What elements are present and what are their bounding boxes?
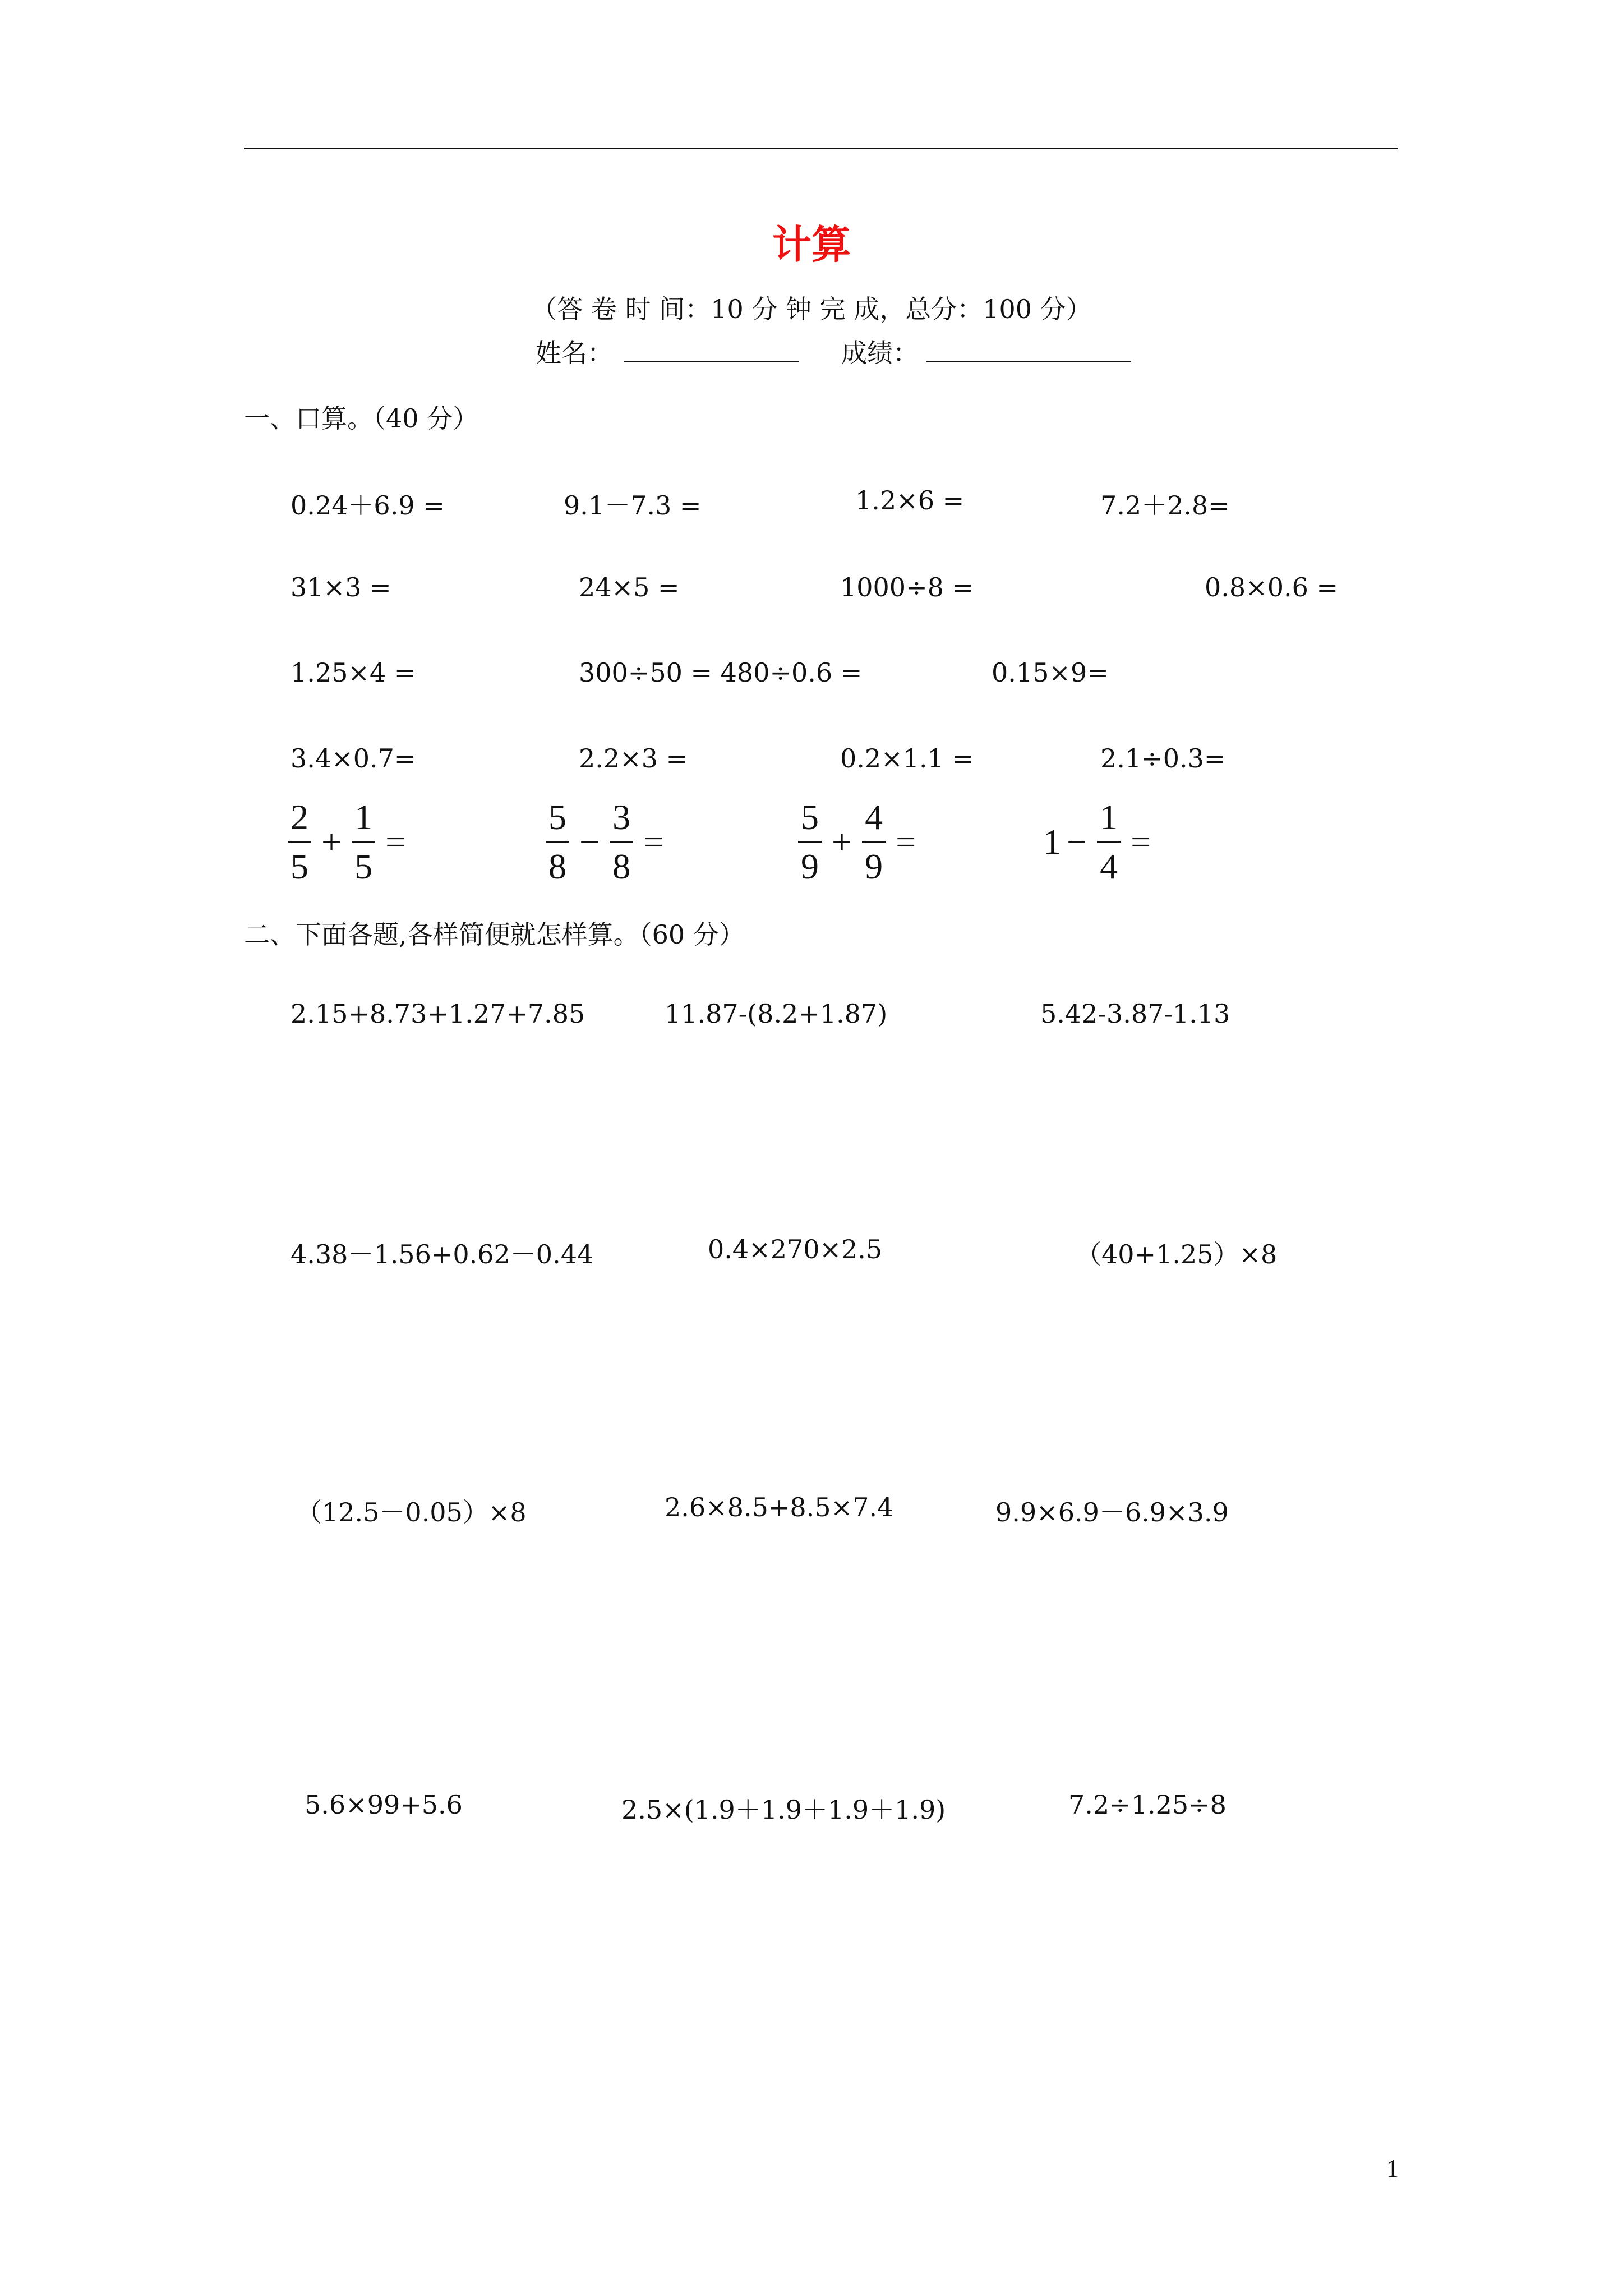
numerator: 5: [548, 797, 566, 837]
calc-problem: 0.4×270×2.5: [708, 1234, 883, 1264]
operator: −: [579, 822, 600, 862]
denominator: 4: [1100, 846, 1118, 886]
denominator: 5: [291, 846, 308, 886]
whole-number: 1: [1043, 822, 1061, 862]
equals-sign: =: [896, 822, 916, 862]
section1-heading: 一、口算。（40 分）: [244, 403, 479, 434]
denominator: 8: [548, 846, 566, 886]
header-rule: [244, 148, 1398, 149]
oral-problem: 1.25×4 =: [291, 657, 416, 688]
oral-problem: 7.2＋2.8=: [1100, 490, 1230, 521]
calc-problem: 2.15+8.73+1.27+7.85: [291, 999, 585, 1029]
oral-problem: 1.2×6 =: [855, 485, 965, 516]
calc-problem: 5.6×99+5.6: [305, 1789, 463, 1820]
denominator: 9: [865, 846, 883, 886]
fraction-problem: [794, 799, 921, 885]
operator: −: [1067, 822, 1087, 862]
oral-problem: 0.15×9=: [992, 657, 1109, 688]
fraction-problem: [283, 799, 411, 885]
calc-problem: 4.38－1.56+0.62－0.44: [291, 1239, 594, 1269]
oral-problem: 31×3 =: [291, 572, 391, 602]
oral-problem: 0.2×1.1 =: [840, 743, 974, 774]
calc-problem: 5.42-3.87-1.13: [1040, 999, 1230, 1029]
oral-problem: 300÷50 = 480÷0.6 =: [579, 657, 863, 688]
equals-sign: =: [1131, 822, 1151, 862]
numerator: 2: [291, 797, 308, 837]
calc-problem: 9.9×6.9－6.9×3.9: [995, 1497, 1229, 1527]
oral-problem: 0.8×0.6 =: [1205, 572, 1339, 602]
oral-problem: 3.4×0.7=: [291, 743, 416, 774]
score-blank[interactable]: [926, 361, 1131, 362]
oral-problem: 9.1－7.3 =: [564, 490, 702, 521]
oral-problem: 24×5 =: [579, 572, 680, 602]
calc-problem: 2.6×8.5+8.5×7.4: [665, 1492, 894, 1522]
oral-problem: 1000÷8 =: [840, 572, 974, 602]
denominator: 5: [354, 846, 373, 886]
page-number: 1: [1386, 2155, 1399, 2182]
calc-problem: 7.2÷1.25÷8: [1068, 1789, 1227, 1820]
calc-problem: 11.87-(8.2+1.87): [665, 999, 888, 1029]
denominator: 8: [612, 846, 631, 886]
numerator: 5: [801, 797, 819, 837]
operator: +: [321, 822, 342, 862]
exam-info: （答 卷 时 间：10 分 钟 完 成，总分：100 分）: [531, 294, 1092, 324]
denominator: 9: [801, 846, 819, 886]
name-blank[interactable]: [624, 361, 799, 362]
oral-problem: 2.1÷0.3=: [1100, 743, 1226, 774]
score-label: 成绩：: [841, 338, 919, 368]
oral-problem: 0.24＋6.9 =: [291, 490, 445, 521]
equals-sign: =: [385, 822, 406, 862]
fraction-problem: [541, 799, 669, 885]
numerator: 1: [1100, 797, 1118, 837]
operator: +: [832, 822, 852, 862]
numerator: 3: [612, 797, 631, 837]
page-title: 计算: [772, 221, 851, 268]
calc-problem: 2.5×(1.9＋1.9＋1.9＋1.9): [621, 1795, 946, 1825]
calc-problem: （12.5－0.05）×8: [296, 1497, 527, 1527]
section2-heading: 二、下面各题,各样简便就怎样算。（60 分）: [244, 919, 745, 950]
calc-problem: （40+1.25）×8: [1076, 1239, 1278, 1269]
name-label: 姓名：: [536, 338, 613, 368]
equals-sign: =: [643, 822, 664, 862]
numerator: 1: [354, 797, 373, 837]
fraction-problem: [1043, 799, 1156, 885]
oral-problem: 2.2×3 =: [579, 743, 688, 774]
numerator: 4: [865, 797, 883, 837]
